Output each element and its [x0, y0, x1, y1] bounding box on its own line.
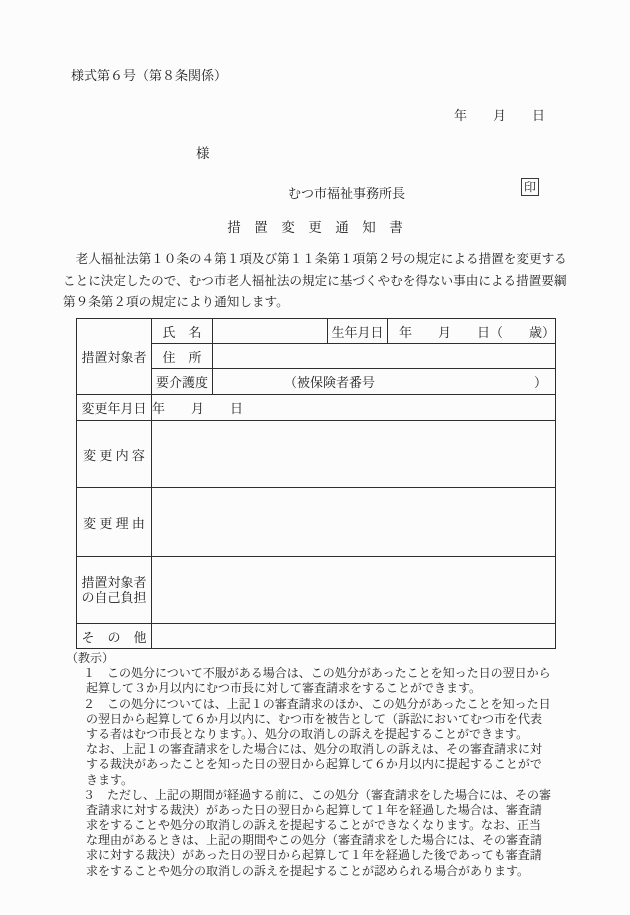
issue-date-line: 年 月 日 [453, 108, 545, 123]
name-label-cell: 氏 名 [152, 319, 213, 344]
change-content-label-cell: 変 更 内 容 [77, 421, 152, 488]
table-row-change-reason [77, 488, 556, 557]
table-row-self-pay [77, 557, 556, 624]
note-line: 査請求に対する裁決）があった日の翌日から起算して１年を経過した場合は、審査請 [86, 802, 542, 817]
note-line: ２ この処分については、上記１の審査請求のほか、この処分があったことを知った日 [83, 696, 551, 711]
table-row-change-date [77, 395, 556, 421]
care-level-label-cell: 要介護度 [152, 369, 213, 395]
address-value-cell [213, 344, 556, 369]
self-pay-label-cell [77, 557, 152, 624]
note-line: きます。 [86, 772, 134, 787]
change-reason-label-cell: 変 更 理 由 [77, 488, 152, 557]
sender-name: むつ市福祉事務所長 [288, 186, 406, 201]
table-row-other [77, 624, 556, 649]
body-line: 第９条第２項の規定により通知します。 [63, 295, 289, 309]
note-line: の翌日から起算して６か月以内に、むつ市を被告として（訴訟においてむつ市を代表 [86, 711, 543, 726]
seal-stamp: 印 [521, 178, 539, 196]
other-value-cell [152, 624, 556, 649]
document-title: 措 置 変 更 通 知 書 [227, 220, 403, 235]
form-number: 様式第６号（第８条関係） [71, 68, 228, 83]
other-label-cell: そ の 他 [77, 624, 152, 649]
table-row-change-content [77, 421, 556, 488]
note-line: 求に対する裁決）があった日の翌日から起算して１年を経過した後であっても審査請 [86, 848, 542, 863]
body-paragraph [63, 249, 567, 314]
notification-table [76, 318, 556, 649]
change-reason-value-cell [152, 488, 556, 557]
note-line: ３ ただし、上記の期間が経過する前に、この処分（審査請求をした場合には、その審 [83, 787, 552, 802]
subject-header-cell: 措置対象者 [77, 319, 152, 395]
name-value-cell [213, 319, 328, 344]
body-line: 老人福祉法第１０条の４第１項及び第１１条第１項第２号の規定による措置を変更する [63, 252, 567, 266]
note-line: な理由があるときは、上記の期間やこの処分（審査請求をした場合には、その審査請 [86, 833, 543, 848]
table-row-name-birth [77, 319, 556, 344]
self-pay-label-line: 措置対象者 [81, 575, 147, 590]
insured-number-close: ） [533, 375, 547, 390]
change-date-value-cell: 年 月 日 [152, 395, 556, 421]
addressee-honorific: 様 [196, 146, 210, 161]
instruction-notes [66, 651, 551, 879]
insured-number-wrap [213, 372, 555, 391]
note-line: する者はむつ市長となります。）、処分の取消しの訴えを提起することができます。 [86, 726, 529, 741]
self-pay-value-cell [152, 557, 556, 624]
change-content-value-cell [152, 421, 556, 488]
note-line: 求をすることや処分の取消しの訴えを提起することができなくなります。なお、正当 [86, 818, 542, 833]
notes-heading: （教示） [66, 651, 115, 665]
birth-label-cell: 生年月日 [328, 319, 388, 344]
note-line: なお、上記１の審査請求をした場合には、処分の取消しの訴えは、その審査請求に対 [86, 742, 543, 757]
self-pay-label-line: の自己負担 [81, 590, 147, 605]
self-pay-label-wrap [77, 575, 151, 605]
note-line: 起算して３か月以内にむつ市長に対して審査請求をすることができます。 [86, 681, 482, 696]
body-line: ことに決定したので、むつ市老人福祉法の規定に基づくやむを得ない事由による措置要綱 [63, 273, 567, 288]
address-label-cell: 住 所 [152, 344, 213, 369]
change-date-label-cell: 変更年月日 [77, 395, 152, 421]
birth-value-cell: 年 月 日（ 歳） [388, 319, 556, 344]
care-level-value-cell [213, 369, 556, 395]
insured-number-open: （被保険者番号 [284, 375, 376, 390]
note-line: する裁決があったことを知った日の翌日から起算して６か月以内に提起することがで [86, 757, 542, 772]
note-line: 求をすることや処分の取消しの訴えを提起することが認められる場合があります。 [86, 863, 530, 878]
note-line: １ この処分について不服がある場合は、この処分があったことを知った日の翌日から [83, 666, 551, 681]
